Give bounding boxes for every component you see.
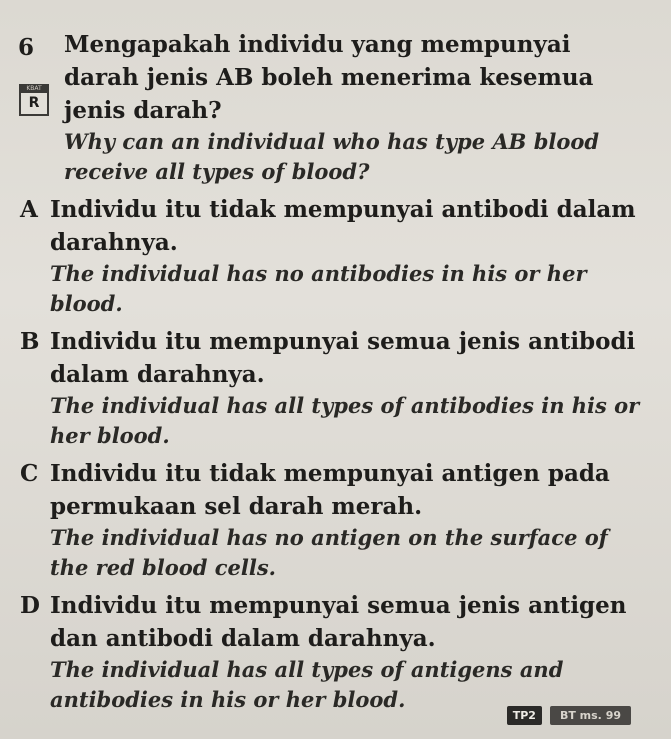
page-ref-badge: BT ms. 99 (550, 706, 631, 725)
tag-letter: R (19, 93, 49, 116)
level-badge: TP2 (507, 706, 542, 725)
option-letter: D (20, 592, 40, 619)
option-malay: Individu itu tidak mempunyai antibodi dalam darahnya. (50, 196, 636, 256)
question-block (18, 28, 653, 187)
option-english: The individual has all types of antibodies in his or her blood. (50, 393, 640, 448)
option-letter: B (20, 328, 40, 355)
option-english: The individual has all types of antigens and antibodies in his or her blood. (50, 657, 564, 712)
question-malay: Mengapakah individu yang mempunyai darah jenis AB boleh menerima kesemua jenis darah? (64, 31, 594, 124)
option-b[interactable] (18, 325, 653, 451)
footer-badges (507, 706, 631, 725)
tag-top-label: KBAT (19, 84, 49, 93)
question-body (64, 28, 653, 187)
option-d[interactable] (18, 589, 653, 715)
option-english: The individual has no antibodies in his or her blood. (50, 261, 587, 316)
option-malay: Individu itu mempunyai semua jenis antibodi dalam darahnya. (50, 328, 636, 388)
option-c[interactable] (18, 457, 653, 583)
option-english: The individual has no antigen on the surface of the red blood cells. (50, 525, 608, 580)
option-malay: Individu itu mempunyai semua jenis antigen dan antibodi dalam darahnya. (50, 592, 627, 652)
options-list (18, 193, 653, 715)
question-english: Why can an individual who has type AB blood receive all types of blood? (64, 129, 600, 184)
option-a[interactable] (18, 193, 653, 319)
kbat-tag (19, 84, 49, 118)
option-letter: A (20, 196, 38, 223)
option-letter: C (20, 460, 39, 487)
question-number: 6 (18, 34, 35, 61)
option-malay: Individu itu tidak mempunyai antigen pada permukaan sel darah merah. (50, 460, 610, 520)
